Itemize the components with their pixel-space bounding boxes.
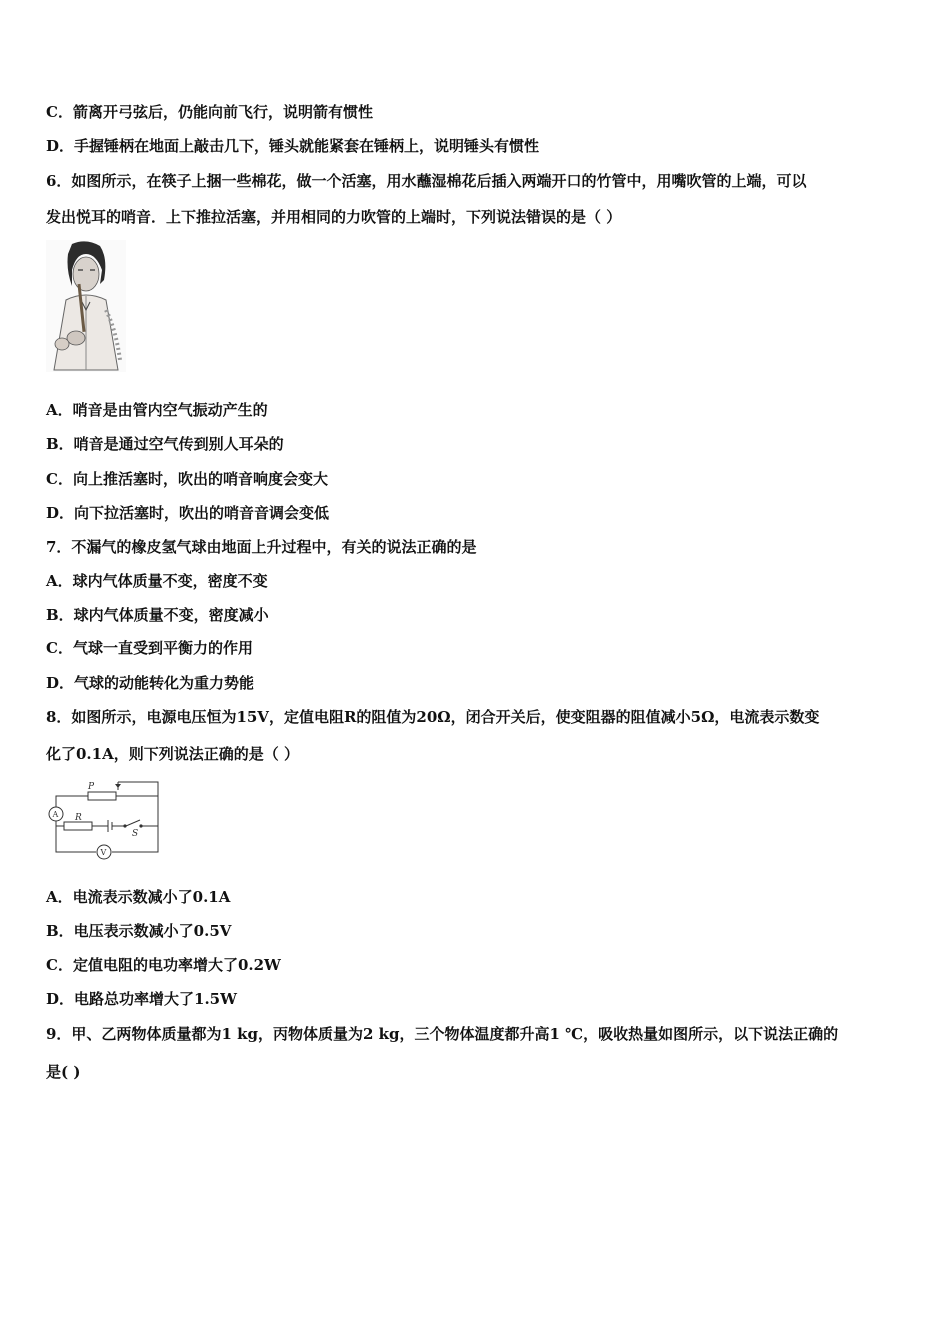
- circuit-diagram: [44, 776, 164, 862]
- ammeter-label: A: [52, 810, 59, 819]
- q6-option-c: C．向上推活塞时，吹出的哨音响度会变大: [46, 470, 328, 488]
- q7-option-a: A．球内气体质量不变，密度不变: [46, 572, 268, 590]
- q8-option-a: A．电流表示数减小了0.1A: [46, 888, 231, 906]
- q9-stem-line1: 9．甲、乙两物体质量都为1 kg，丙物体质量为2 kg，三个物体温度都升高1 ℃，吸收热量如图所示，以下说法正确的: [46, 1025, 839, 1043]
- q6-option-a: A．哨音是由管内空气振动产生的: [46, 401, 268, 419]
- circuit-label-r: R: [75, 813, 82, 823]
- q6-stem-line1: 6．如图所示，在筷子上捆一些棉花，做一个活塞，用水蘸湿棉花后插入两端开口的竹管中，用嘴吹管的上端，可以: [46, 172, 807, 190]
- q6-option-d: D．向下拉活塞时，吹出的哨音音调会变低: [46, 504, 330, 522]
- q8-stem-line2: 化了0.1A，则下列说法正确的是（ ）: [46, 745, 299, 763]
- q7-option-b: B．球内气体质量不变，密度减小: [46, 606, 269, 624]
- circuit-label-s: S: [132, 829, 139, 839]
- q7-stem: 7．不漏气的橡皮氢气球由地面上升过程中，有关的说法正确的是: [46, 538, 477, 556]
- circuit-label-p: P: [88, 782, 95, 792]
- q8-option-b: B．电压表示数减小了0.5V: [46, 922, 232, 940]
- q7-option-c: C．气球一直受到平衡力的作用: [46, 639, 253, 657]
- q8-option-c: C．定值电阻的电功率增大了0.2W: [46, 956, 281, 974]
- q5-option-c: C．箭离开弓弦后，仍能向前飞行，说明箭有惯性: [46, 103, 373, 121]
- q8-stem-line1: 8．如图所示，电源电压恒为15V，定值电阻R的阻值为20Ω，闭合开关后，使变阻器的阻值减小5Ω，电流表示数变: [46, 708, 820, 726]
- q7-option-d: D．气球的动能转化为重力势能: [46, 674, 255, 692]
- voltmeter-label: V: [100, 848, 107, 857]
- girl-whistle-photo: [46, 240, 126, 372]
- q6-stem-line2: 发出悦耳的哨音．上下推拉活塞，并用相同的力吹管的上端时，下列说法错误的是（ ）: [46, 208, 622, 226]
- q8-option-d: D．电路总功率增大了1.5W: [46, 990, 237, 1008]
- q9-stem-line2: 是( ): [46, 1063, 81, 1081]
- q6-option-b: B．哨音是通过空气传到别人耳朵的: [46, 435, 284, 453]
- q5-option-d: D．手握锤柄在地面上敲击几下，锤头就能紧套在锤柄上，说明锤头有惯性: [46, 137, 540, 155]
